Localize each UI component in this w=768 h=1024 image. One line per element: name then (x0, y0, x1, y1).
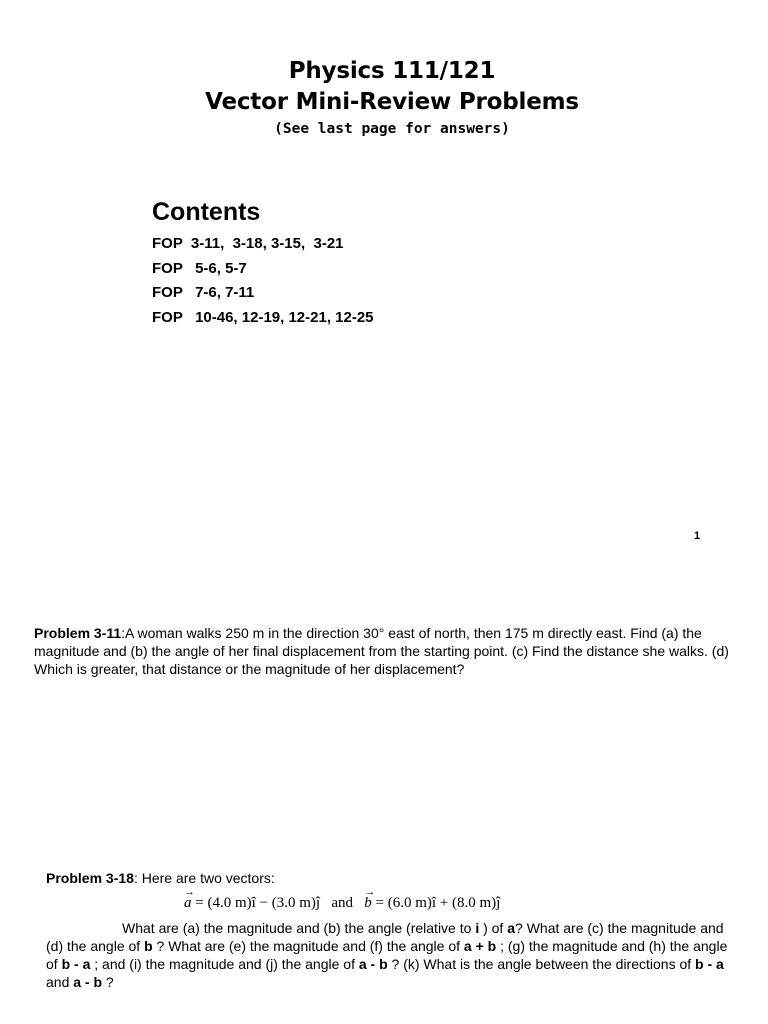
question-text: ; (g) the magnitude and (h) the angle of (46, 938, 728, 972)
vector-term: b - a (61, 956, 91, 972)
question-text: What are (a) the magnitude and (b) the angle (relative to (122, 920, 476, 936)
problem-intro-text: : Here are two vectors: (133, 870, 275, 886)
vector-term: i (475, 920, 480, 936)
problem-text: :A woman walks 250 m in the direction 30° east of north, then 175 m directly east. Find (a) the magnitude and (b) the angle of her final displacement from the starting point. (c) Find the distance she walks. (d) Which is greater, that distance or the magnitude of her displacement? (34, 625, 729, 677)
page-number: 1 (694, 530, 701, 542)
problem-label: Problem 3-11 (34, 625, 122, 641)
problem-body (46, 919, 736, 991)
question-text: ? (102, 974, 114, 990)
document-subtitle: (See last page for answers) (274, 121, 510, 137)
vector-term: a + b (463, 938, 497, 954)
document-title-line2: Vector Mini-Review Problems (205, 89, 579, 115)
question-text: ? (k) What is the angle between the directions of (387, 956, 696, 972)
vector-term: b - a (695, 956, 724, 972)
problem-3-18 (46, 869, 736, 991)
contents-heading: Contents (152, 198, 261, 226)
contents-line: FOP 5-6, 5-7 (152, 259, 247, 277)
question-text: ; and (i) the magnitude and (j) the angle of (90, 956, 359, 972)
title-block (0, 56, 768, 140)
contents-line: FOP 7-6, 7-11 (152, 284, 255, 301)
problem-questions (46, 920, 727, 990)
question-text: ? What are (e) the magnitude and (f) the angle of (152, 938, 464, 954)
problem-intro (46, 869, 736, 887)
question-text: and (46, 974, 74, 990)
equation-and: and (320, 895, 365, 911)
vector-a-symbol: → a (184, 893, 192, 913)
vector-a-definition: = (4.0 m)î − (3.0 m)ĵ (191, 895, 321, 911)
vector-term: b (144, 938, 153, 954)
vector-term: a - b (358, 956, 388, 972)
problem-3-11 (34, 624, 734, 678)
contents-section (152, 196, 374, 330)
document-title-line1: Physics 111/121 (288, 58, 496, 84)
problem-label: Problem 3-18 (46, 870, 134, 886)
vector-term: a - b (73, 974, 103, 990)
vector-b-symbol: → b (364, 893, 372, 913)
question-text: ? What are (c) the magnitude and (d) the angle of (46, 920, 724, 954)
contents-line: FOP 10-46, 12-19, 12-21, 12-25 (152, 308, 374, 326)
vector-equation (184, 893, 736, 913)
vector-b-definition: = (6.0 m)î + (8.0 m)ĵ (371, 895, 501, 911)
question-text: ) of (479, 920, 508, 936)
vector-term: a (507, 920, 516, 936)
contents-line: FOP 3-11, 3-18, 3-15, 3-21 (152, 235, 344, 252)
